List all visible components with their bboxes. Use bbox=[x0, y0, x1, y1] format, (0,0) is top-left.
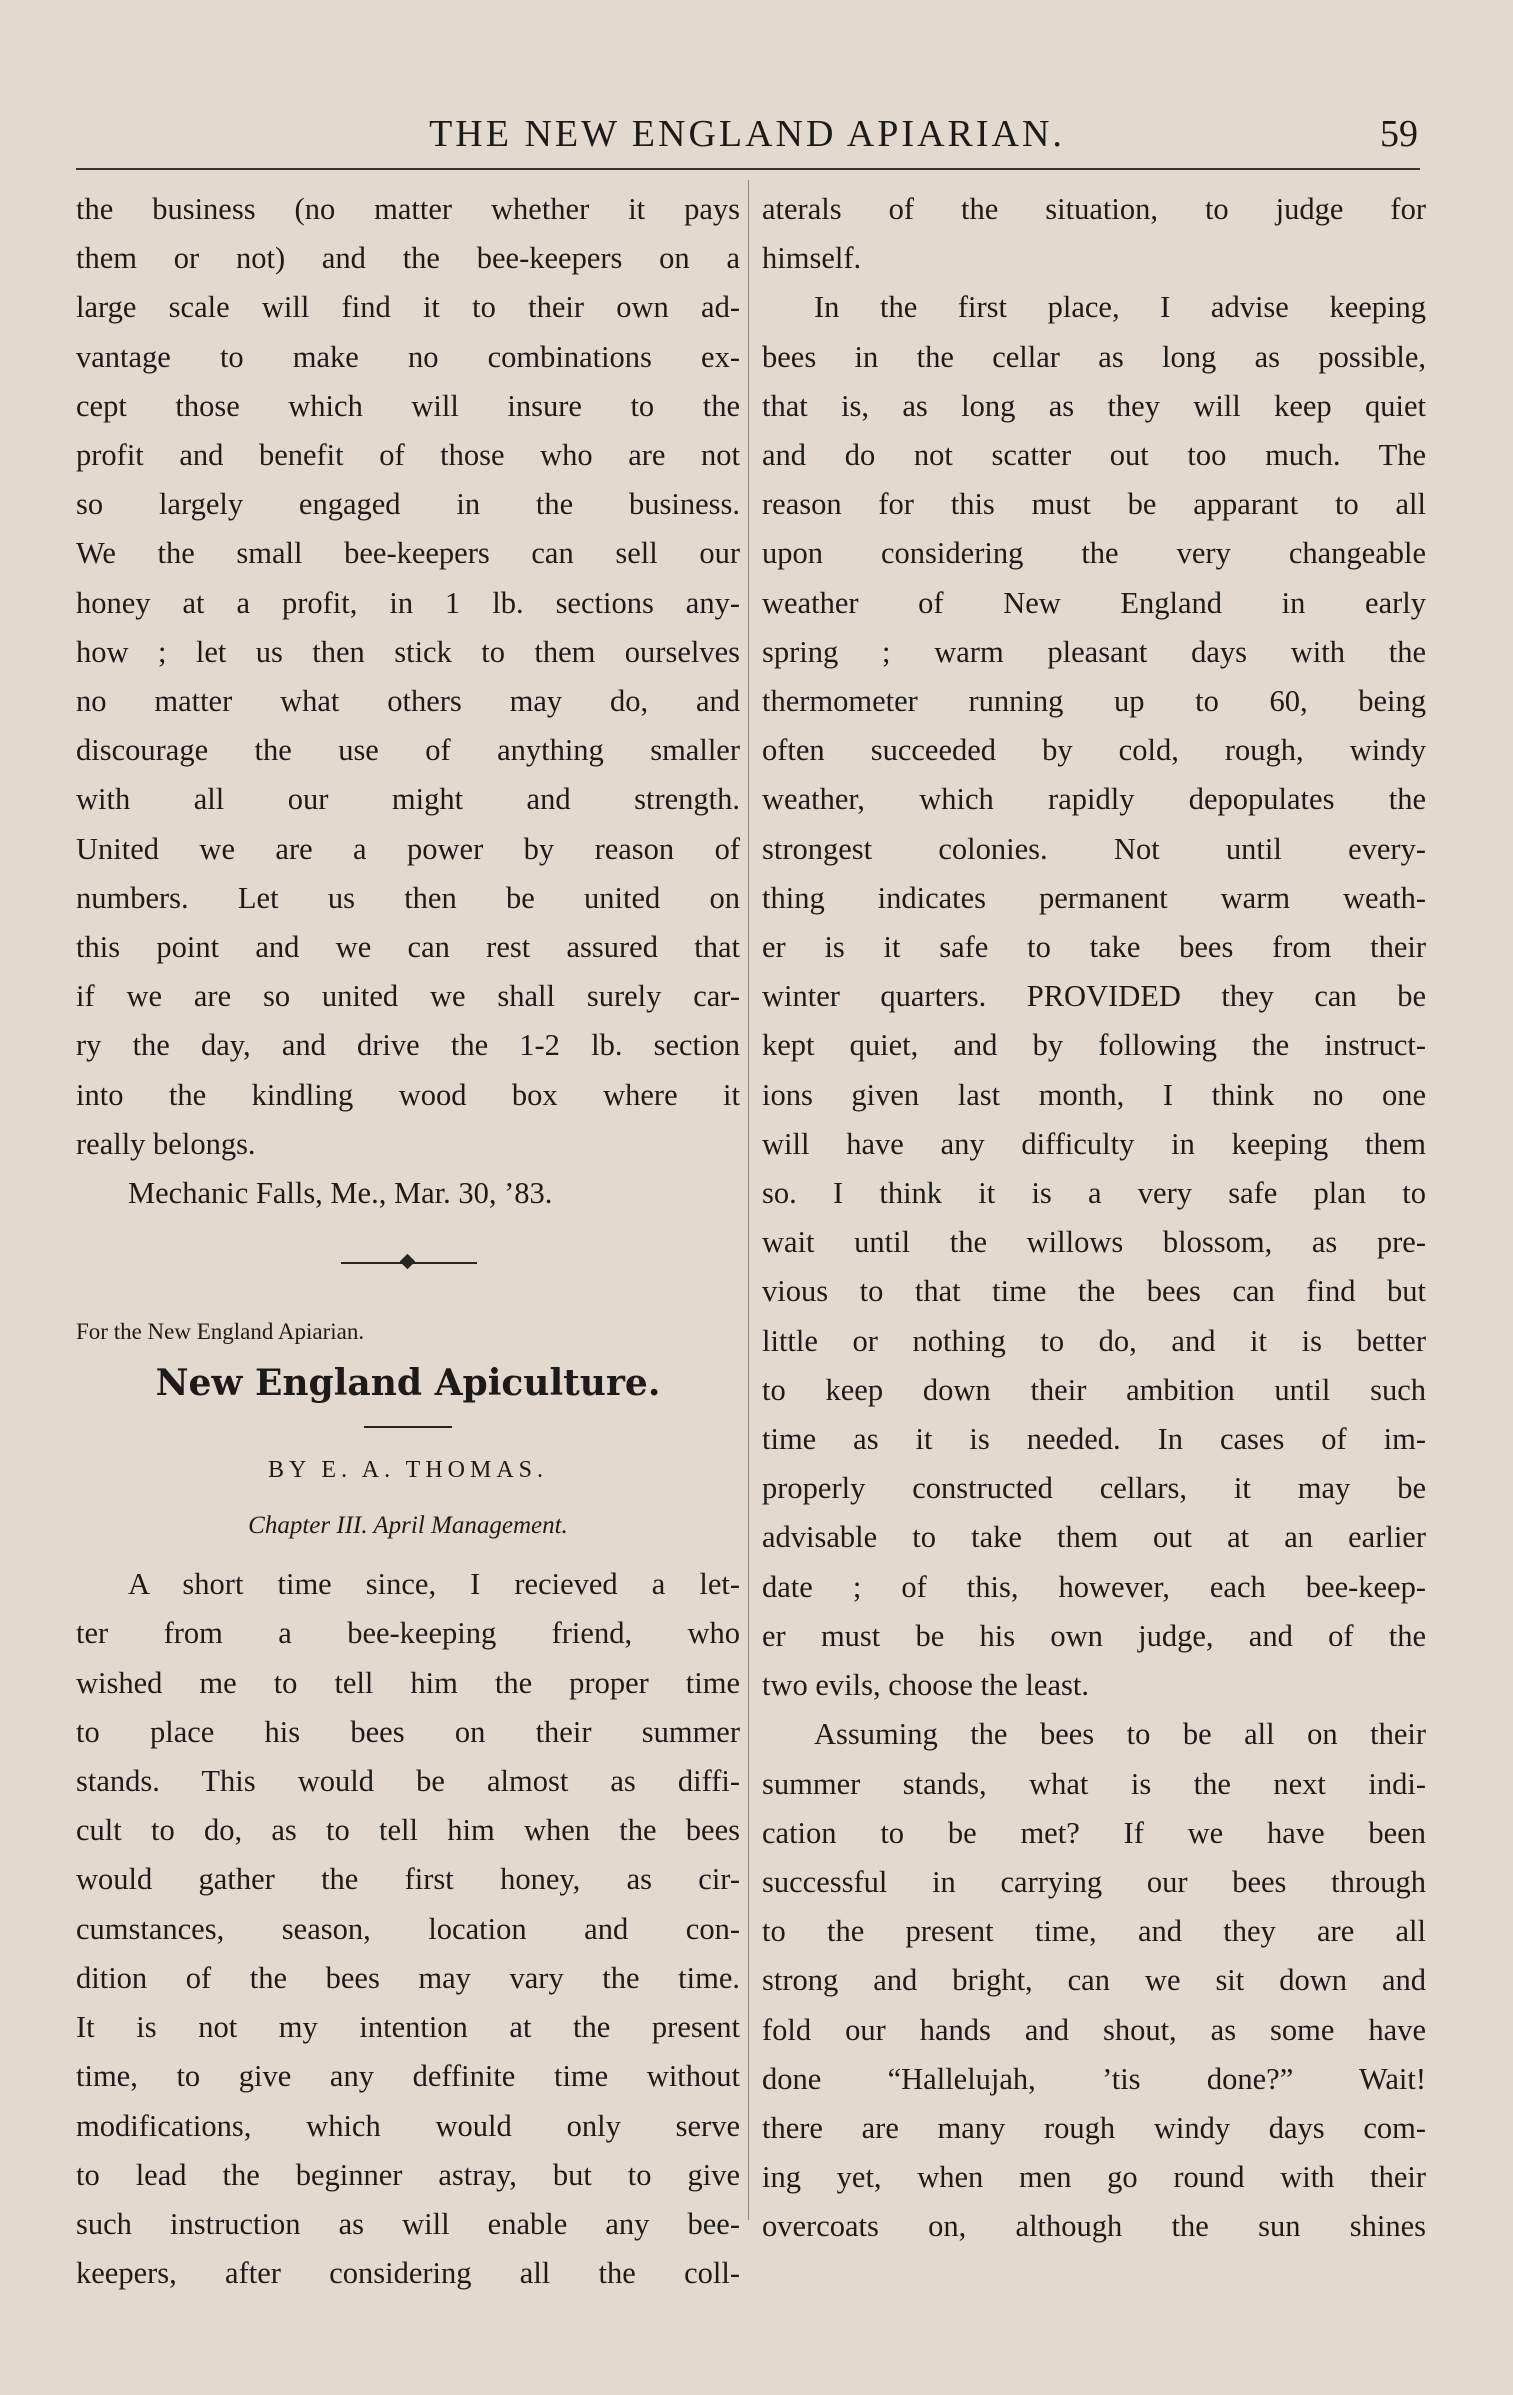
text-line: summer stands, what is the next indi- bbox=[762, 1766, 1426, 1801]
text-line: two evils, choose the least. bbox=[762, 1668, 1089, 1703]
text-line: ter from a bee-keeping friend, who bbox=[76, 1616, 740, 1651]
text-line: so. I think it is a very safe plan to bbox=[762, 1176, 1426, 1211]
text-line: modifications, which would only serve bbox=[76, 2108, 740, 2143]
header-rule bbox=[76, 168, 1420, 170]
text-line: time as it is needed. In cases of im- bbox=[762, 1422, 1426, 1457]
text-line: often succeeded by cold, rough, windy bbox=[762, 733, 1426, 768]
text-line: vious to that time the bees can find but bbox=[762, 1274, 1426, 1309]
article-byline: BY E. A. THOMAS. bbox=[267, 1457, 549, 1484]
text-line: dition of the bees may vary the time. bbox=[76, 1960, 740, 1995]
text-line: ry the day, and drive the 1-2 lb. section bbox=[76, 1028, 740, 1063]
ornament-diamond bbox=[400, 1254, 416, 1270]
section-ornament bbox=[76, 1218, 740, 1310]
text-line: fold our hands and shout, as some have bbox=[762, 2012, 1426, 2047]
text-line: done “Hallelujah, ’tis done?” Wait! bbox=[762, 2061, 1426, 2096]
text-line: keepers, after considering all the coll- bbox=[76, 2256, 740, 2291]
text-line: into the kindling wood box where it bbox=[76, 1077, 740, 1112]
running-title: THE NEW ENGLAND APIARIAN. bbox=[429, 113, 1065, 155]
column-divider bbox=[748, 180, 749, 2220]
text-line: wait until the willows blossom, as pre- bbox=[762, 1225, 1426, 1260]
text-line: to lead the beginner astray, but to give bbox=[76, 2157, 740, 2192]
text-line: that is, as long as they will keep quiet bbox=[762, 388, 1426, 423]
text-line: would gather the first honey, as cir- bbox=[76, 1862, 740, 1897]
text-line: if we are so united we shall surely car- bbox=[76, 979, 740, 1014]
article-title: New England Apiculture. bbox=[155, 1362, 661, 1405]
text-line: how ; let us then stick to them ourselves bbox=[76, 634, 740, 669]
text-line: We the small bee-keepers can sell our bbox=[76, 536, 740, 571]
text-line: such instruction as will enable any bee- bbox=[76, 2206, 740, 2241]
text-line: this point and we can rest assured that bbox=[76, 930, 740, 965]
text-line: weather of New England in early bbox=[762, 585, 1426, 620]
text-line: large scale will find it to their own ad- bbox=[76, 290, 740, 325]
text-line: spring ; warm pleasant days with the bbox=[762, 634, 1426, 669]
text-line: reason for this must be apparant to all bbox=[762, 487, 1426, 522]
text-line: winter quarters. PROVIDED they can be bbox=[762, 979, 1426, 1014]
text-line: bees in the cellar as long as possible, bbox=[762, 339, 1426, 374]
text-line: to keep down their ambition until such bbox=[762, 1372, 1426, 1407]
text-line: cept those which will insure to the bbox=[76, 388, 740, 423]
text-line: ions given last month, I think no one bbox=[762, 1077, 1426, 1112]
chapter-heading: Chapter III. April Management. bbox=[248, 1512, 568, 1540]
text-line: upon considering the very changeable bbox=[762, 536, 1426, 571]
text-line: strong and bright, can we sit down and bbox=[762, 1963, 1426, 1998]
title-rule bbox=[364, 1426, 452, 1428]
text-line: thermometer running up to 60, being bbox=[762, 684, 1426, 719]
text-line: It is not my intention at the present bbox=[76, 2010, 740, 2045]
text-line: cumstances, season, location and con- bbox=[76, 1911, 740, 1946]
text-line: there are many rough windy days com- bbox=[762, 2110, 1426, 2145]
text-line: cult to do, as to tell him when the bees bbox=[76, 1813, 740, 1848]
text-line: successful in carrying our bees through bbox=[762, 1864, 1426, 1899]
text-line: cation to be met? If we have been bbox=[762, 1815, 1426, 1850]
text-line: thing indicates permanent warm weath- bbox=[762, 880, 1426, 915]
text-line: date ; of this, however, each bee-keep- bbox=[762, 1569, 1426, 1604]
text-line: time, to give any deffinite time without bbox=[76, 2059, 740, 2094]
text-line: er must be his own judge, and of the bbox=[762, 1618, 1426, 1653]
text-line: numbers. Let us then be united on bbox=[76, 880, 740, 915]
text-line: er is it safe to take bees from their bbox=[762, 930, 1426, 965]
text-line: to place his bees on their summer bbox=[76, 1714, 740, 1749]
text-line: profit and benefit of those who are not bbox=[76, 438, 740, 473]
text-line: no matter what others may do, and bbox=[76, 684, 740, 719]
text-line: In the first place, I advise keeping bbox=[814, 290, 1426, 325]
text-line: strongest colonies. Not until every- bbox=[762, 831, 1426, 866]
text-line: to the present time, and they are all bbox=[762, 1914, 1426, 1949]
text-line: vantage to make no combinations ex- bbox=[76, 339, 740, 374]
text-line: the business (no matter whether it pays bbox=[76, 192, 740, 226]
text-line: wished me to tell him the proper time bbox=[76, 1665, 740, 1700]
text-line: stands. This would be almost as diffi- bbox=[76, 1764, 740, 1799]
text-line: them or not) and the bee-keepers on a bbox=[76, 241, 740, 276]
text-line: advisable to take them out at an earlier bbox=[762, 1520, 1426, 1555]
text-line: kept quiet, and by following the instruct- bbox=[762, 1028, 1426, 1063]
text-line: United we are a power by reason of bbox=[76, 831, 740, 866]
text-line: with all our might and strength. bbox=[76, 782, 740, 817]
signature: Mechanic Falls, Me., Mar. 30, ’83. bbox=[128, 1176, 553, 1211]
running-head bbox=[76, 110, 1418, 158]
text-line: A short time since, I recieved a let- bbox=[128, 1567, 740, 1602]
page-number: 59 bbox=[1380, 113, 1418, 155]
text-line: Assuming the bees to be all on their bbox=[814, 1717, 1426, 1752]
article-credit: For the New England Apiarian. bbox=[76, 1319, 365, 1345]
text-line: so largely engaged in the business. bbox=[76, 487, 740, 522]
left-column bbox=[76, 185, 740, 2298]
text-line: discourage the use of anything smaller bbox=[76, 733, 740, 768]
text-line: will have any difficulty in keeping them bbox=[762, 1126, 1426, 1161]
text-line: and do not scatter out too much. The bbox=[762, 438, 1426, 473]
text-line: honey at a profit, in 1 lb. sections any- bbox=[76, 585, 740, 620]
text-line: really belongs. bbox=[76, 1126, 256, 1161]
text-line: weather, which rapidly depopulates the bbox=[762, 782, 1426, 817]
text-line: little or nothing to do, and it is better bbox=[762, 1323, 1426, 1358]
text-line: ing yet, when men go round with their bbox=[762, 2160, 1426, 2195]
text-line: himself. bbox=[762, 241, 862, 276]
right-column bbox=[762, 185, 1426, 2252]
text-line: aterals of the situation, to judge for bbox=[762, 192, 1426, 226]
text-line: properly constructed cellars, it may be bbox=[762, 1471, 1426, 1506]
text-line: overcoats on, although the sun shines bbox=[762, 2209, 1426, 2244]
